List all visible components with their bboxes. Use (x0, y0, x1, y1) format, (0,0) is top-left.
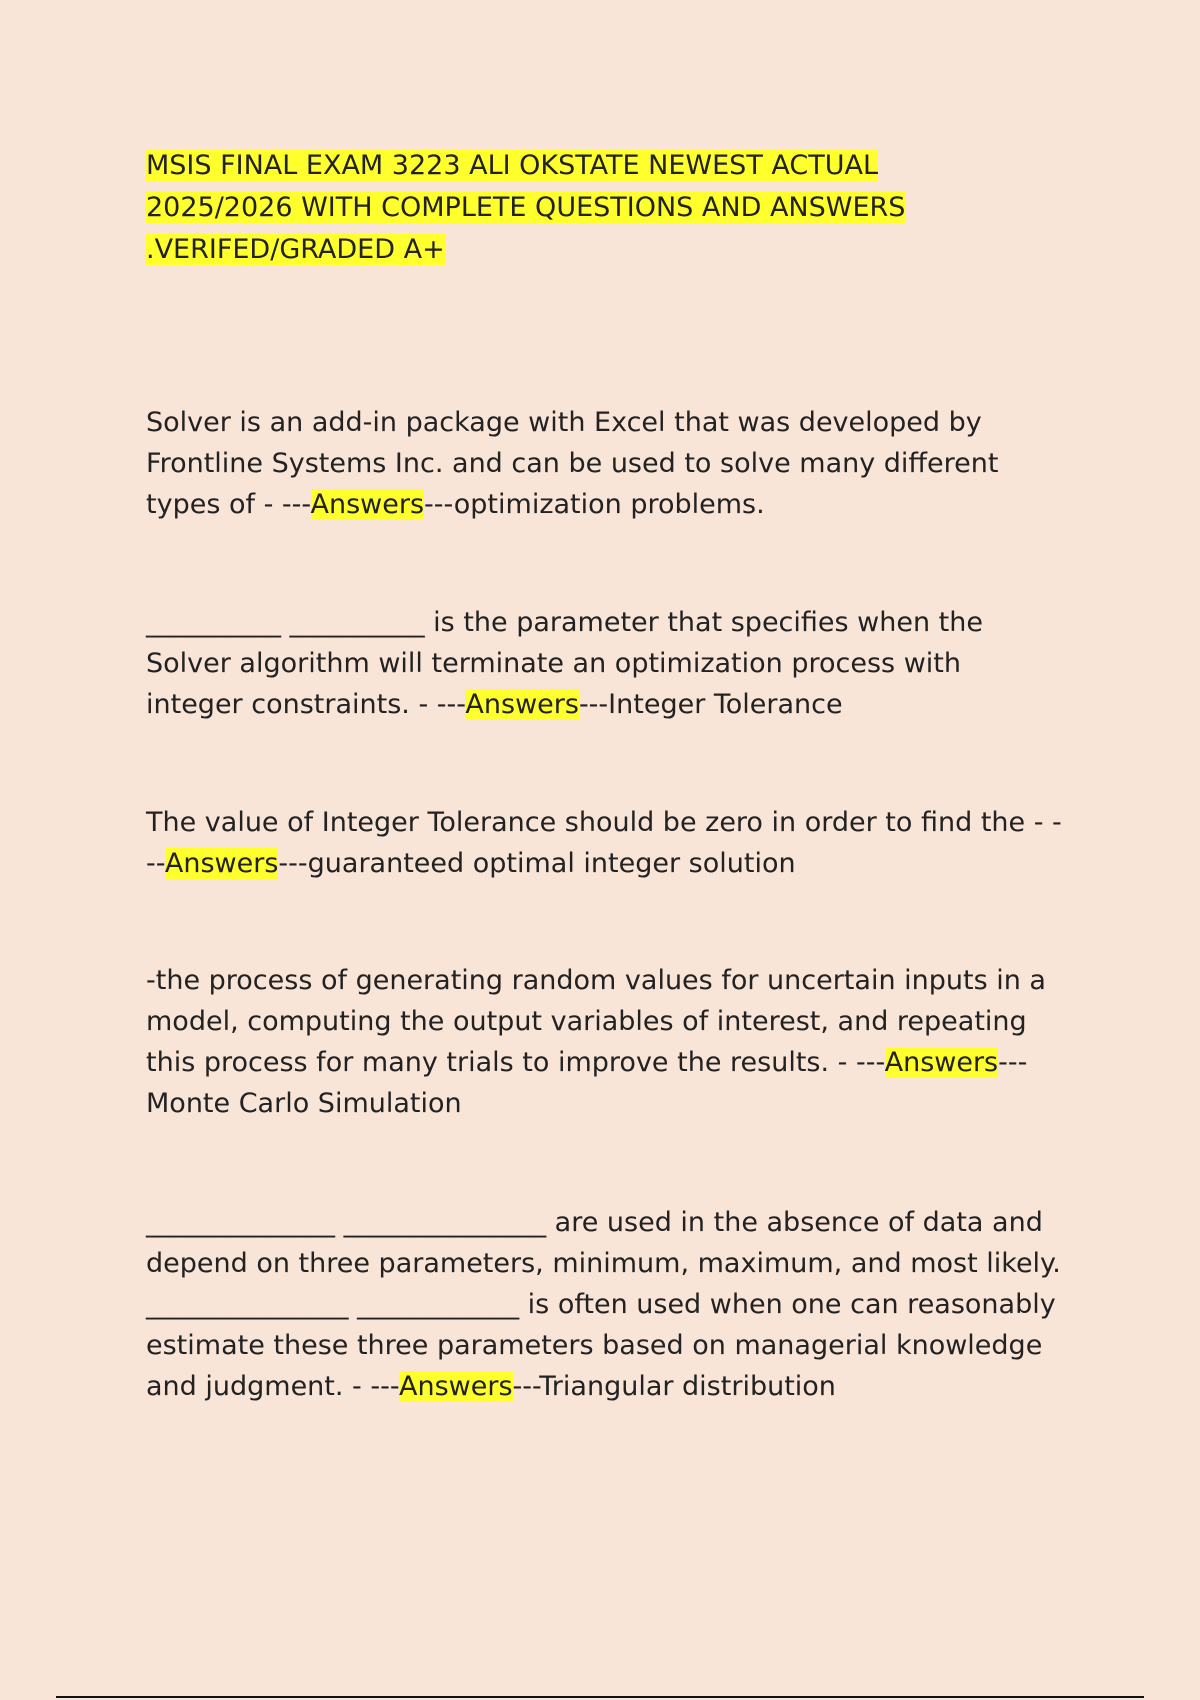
answer-text: ---Integer Tolerance (578, 689, 843, 720)
title-line-1: MSIS FINAL EXAM 3223 ALI OKSTATE NEWEST ACTUAL (146, 150, 879, 181)
answer-marker: Answers (164, 848, 279, 879)
document-page (146, 145, 1066, 1402)
answer-text: ---Triangular distribution (512, 1371, 836, 1402)
answer-marker: Answers (465, 689, 579, 720)
answer-marker: Answers (884, 1047, 999, 1078)
page-bottom-rule (56, 1696, 1144, 1698)
qa-item-1 (146, 402, 1066, 525)
answer-text: ---guaranteed optimal integer solution (278, 848, 796, 879)
question-text: __________ __________ is the parameter that specifies when the Solver algorithm will terminate an optimization process with integer constraints. - --- (146, 607, 983, 720)
qa-item-3 (146, 802, 1066, 884)
answer-text: ---Monte Carlo Simulation (146, 1047, 1028, 1119)
question-text: ______________ _______________ are used in the absence of data and depend on three parameters, minimum, maximum, and most likely. _______________ ____________ is often used when one can reasonably estimate these three parameters based on managerial knowledge and judgment. - --- (146, 1207, 1061, 1402)
question-text: The value of Integer Tolerance should be zero in order to find the - --- (146, 807, 1062, 879)
document-title (146, 145, 1066, 271)
title-line-2: 2025/2026 WITH COMPLETE QUESTIONS AND ANSWERS (146, 192, 906, 223)
question-text: Solver is an add-in package with Excel that was developed by Frontline Systems Inc. and can be used to solve many different types of - --- (146, 407, 999, 520)
question-text: -the process of generating random values for uncertain inputs in a model, computing the output variables of interest, and repeating this process for many trials to improve the results. - --- (146, 965, 1046, 1078)
answer-marker: Answers (310, 489, 425, 520)
qa-item-2 (146, 602, 1066, 725)
qa-item-4 (146, 960, 1066, 1124)
title-line-3: .VERIFED/GRADED A+ (146, 234, 445, 265)
answer-text: ---optimization problems. (424, 489, 765, 520)
qa-item-5 (146, 1202, 1066, 1407)
answer-marker: Answers (399, 1371, 513, 1402)
